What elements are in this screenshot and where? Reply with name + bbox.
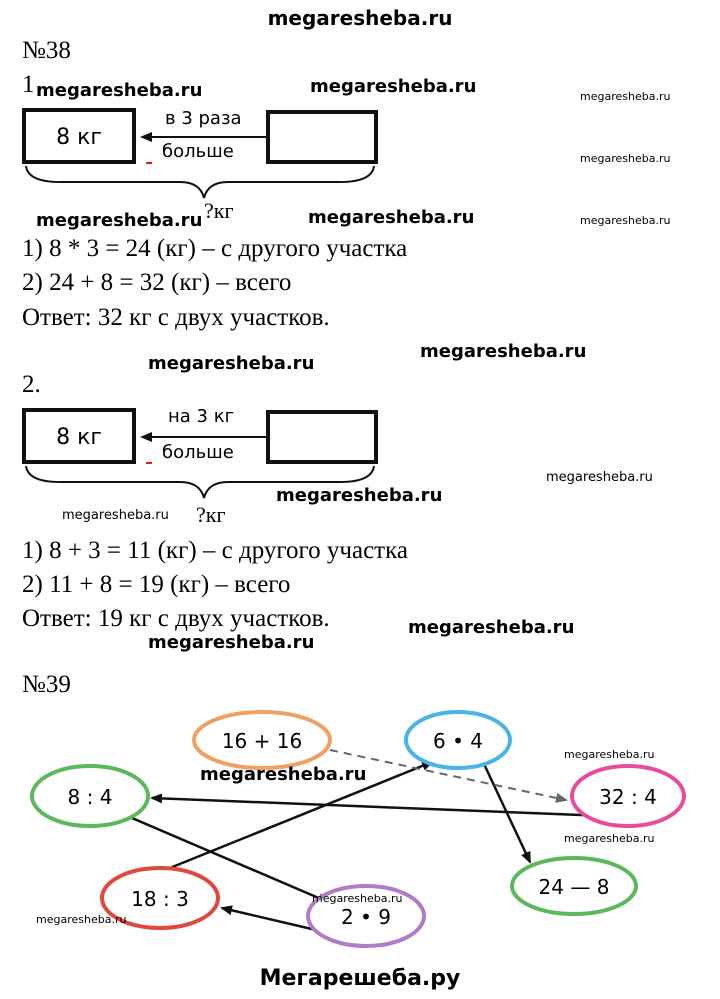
watermark: megaresheba.ru bbox=[36, 913, 127, 926]
watermark: megaresheba.ru bbox=[62, 508, 169, 523]
watermark: megaresheba.ru bbox=[580, 152, 671, 165]
part-1-step-1: 1) 8 * 3 = 24 (кг) – с другого участка bbox=[22, 235, 408, 262]
part-2-label: 2. bbox=[22, 371, 41, 398]
oval-6-times-4-text: 6 • 4 bbox=[433, 729, 483, 753]
part-1-answer: Ответ: 32 кг с двух участков. bbox=[22, 304, 330, 331]
part-2-step-2: 2) 11 + 8 = 19 (кг) – всего bbox=[22, 571, 291, 598]
oval-32-div-4 bbox=[572, 766, 684, 826]
oval-16-plus-16-text: 16 + 16 bbox=[221, 729, 303, 753]
task-39-title: №39 bbox=[22, 671, 71, 698]
watermark: megaresheba.ru bbox=[36, 210, 203, 231]
part-1-label: 1 bbox=[22, 71, 35, 98]
watermark: megaresheba.ru bbox=[200, 764, 367, 785]
watermark: megaresheba.ru bbox=[36, 80, 203, 101]
watermark: megaresheba.ru bbox=[148, 353, 315, 374]
part-2-answer: Ответ: 19 кг с двух участков. bbox=[22, 605, 330, 632]
watermark: megaresheba.ru bbox=[564, 832, 655, 845]
diagram-2-left-box-label: 8 кг bbox=[56, 425, 102, 450]
oval-24-minus-8 bbox=[512, 858, 636, 914]
oval-2-times-9-text: 2 • 9 bbox=[341, 905, 391, 929]
watermark: megaresheba.ru bbox=[310, 76, 477, 97]
watermark: megaresheba.ru bbox=[564, 748, 655, 761]
diagram-2-arrow-bottom-label: больше bbox=[162, 442, 234, 463]
watermark: megaresheba.ru bbox=[308, 207, 475, 228]
site-footer: Мегарешеба.ру bbox=[259, 966, 461, 991]
watermark: megaresheba.ru bbox=[580, 90, 671, 103]
oval-24-minus-8-text: 24 — 8 bbox=[538, 875, 610, 899]
task-38-title: №38 bbox=[22, 37, 71, 64]
arrow-2-9-to-18-3 bbox=[222, 908, 316, 930]
part-1-step-2: 2) 24 + 8 = 32 (кг) – всего bbox=[22, 269, 292, 296]
diagram-2-arrow-top-label: на 3 кг bbox=[168, 406, 235, 427]
diagram-1-total-label: ?кг bbox=[204, 198, 234, 223]
site-header: megaresheba.ru bbox=[267, 6, 453, 30]
oval-18-div-3-text: 18 : 3 bbox=[131, 887, 189, 911]
diagram-1-arrow-bottom-label: больше bbox=[162, 141, 234, 162]
oval-8-div-4-text: 8 : 4 bbox=[67, 785, 113, 809]
watermark: megaresheba.ru bbox=[546, 470, 653, 485]
oval-32-div-4-text: 32 : 4 bbox=[599, 785, 657, 809]
oval-8-div-4 bbox=[32, 766, 148, 826]
watermark: megaresheba.ru bbox=[276, 485, 443, 506]
watermark: megaresheba.ru bbox=[312, 892, 403, 905]
watermark: megaresheba.ru bbox=[420, 341, 587, 362]
oval-6-times-4 bbox=[406, 712, 510, 768]
part-2-step-1: 1) 8 + 3 = 11 (кг) – с другого участка bbox=[22, 537, 408, 564]
diagram-1-arrow-top-label: в 3 раза bbox=[165, 108, 242, 129]
diagram-1-left-box-label: 8 кг bbox=[56, 125, 102, 150]
diagram-2-total-label: ?кг bbox=[196, 502, 226, 527]
oval-16-plus-16 bbox=[194, 712, 330, 768]
arrow-32-4-to-8-4 bbox=[152, 798, 606, 816]
watermark: megaresheba.ru bbox=[408, 617, 575, 638]
watermark: megaresheba.ru bbox=[148, 632, 315, 653]
watermark: megaresheba.ru bbox=[580, 214, 671, 227]
